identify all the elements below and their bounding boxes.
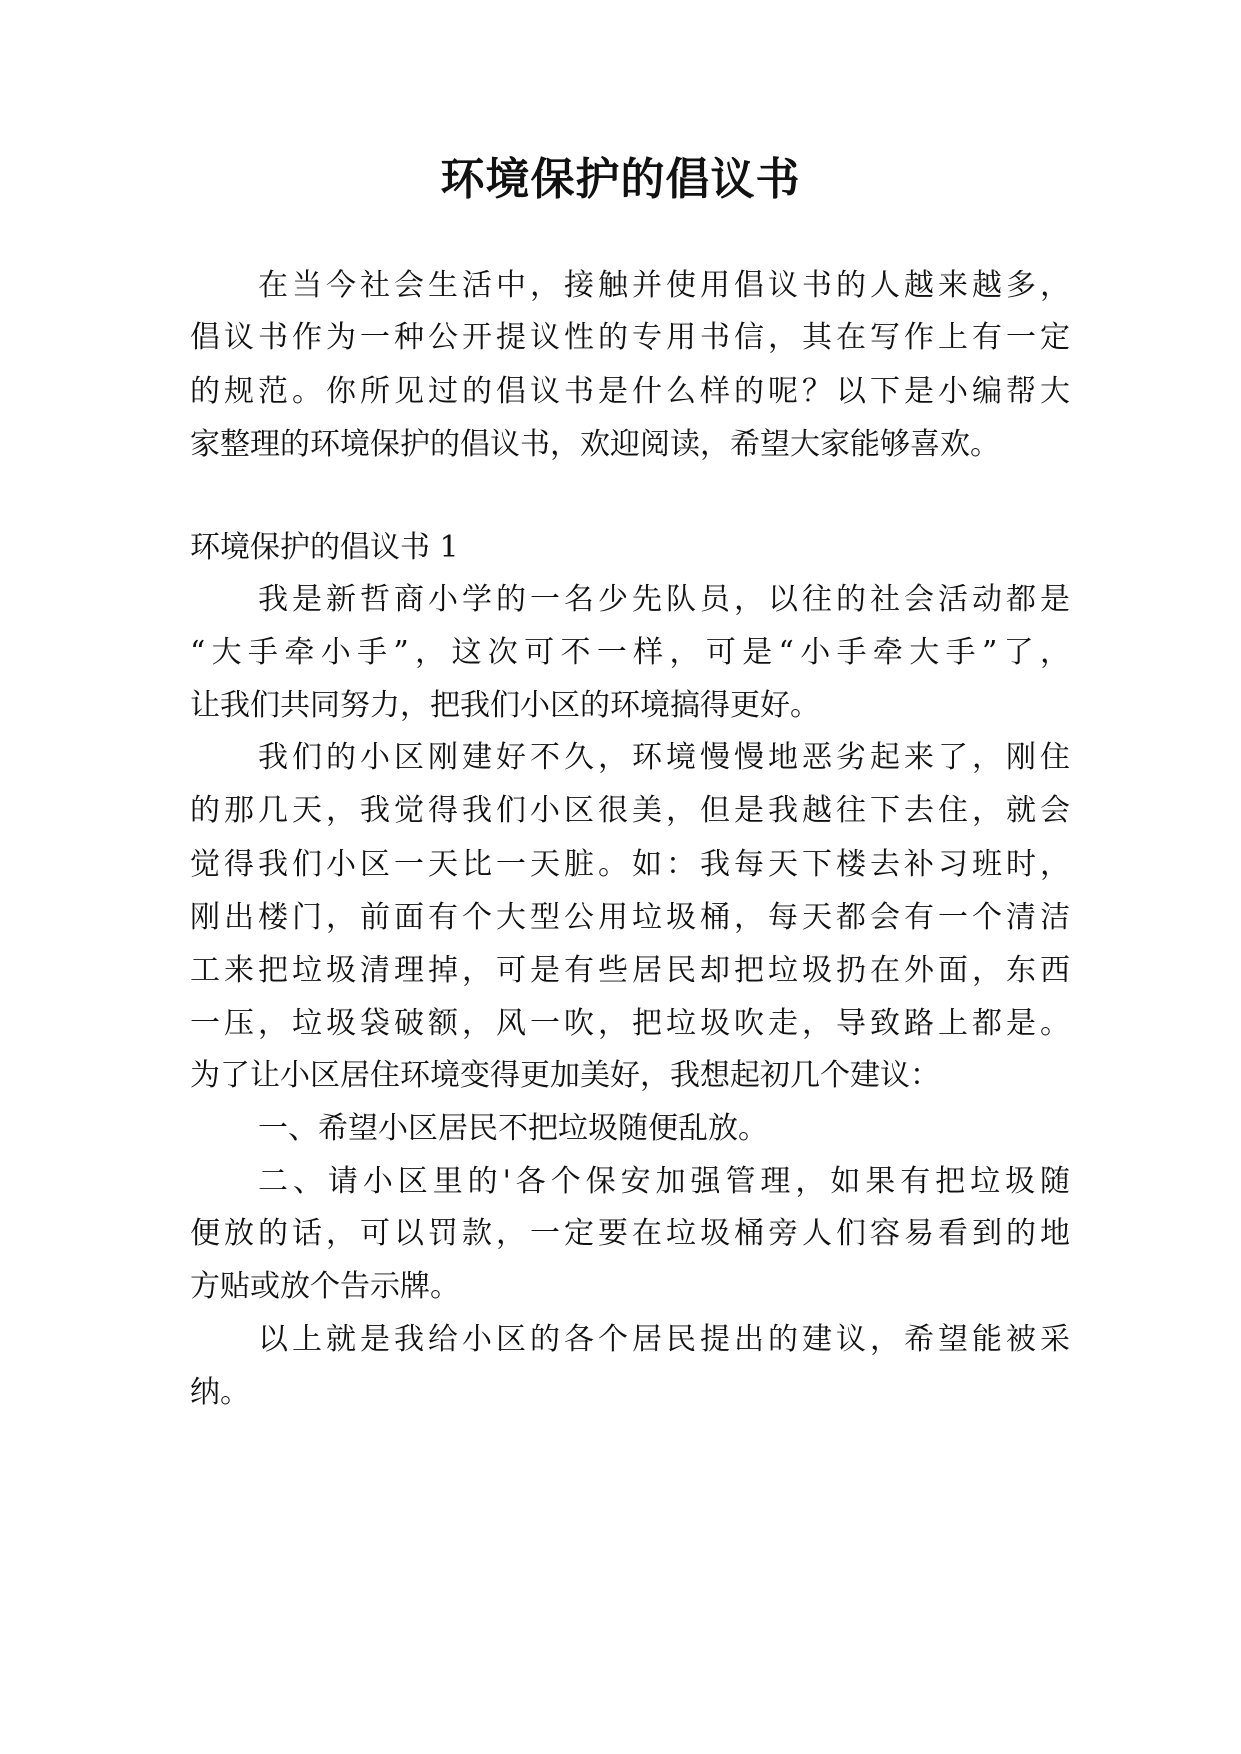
paragraph-line: “大手牵小手”，这次可不一样，可是“小手牵大手”了， (190, 635, 1070, 670)
closing-line: 以上就是我给小区的各个居民提出的建议，希望能被采 (258, 1322, 1070, 1357)
paragraph-line: 刚出楼门，前面有个大型公用垃圾桶，每天都会有一个清洁 (190, 900, 1070, 935)
paragraph-line: 一压，垃圾袋破额，风一吹，把垃圾吹走，导致路上都是。 (190, 1006, 1070, 1041)
closing-line: 纳。 (190, 1375, 250, 1410)
paragraph-line: 觉得我们小区一天比一天脏。如：我每天下楼去补习班时， (190, 847, 1070, 882)
paragraph-line: 我们的小区刚建好不久，环境慢慢地恶劣起来了，刚住 (258, 740, 1070, 775)
intro-line: 家整理的环境保护的倡议书，欢迎阅读，希望大家能够喜欢。 (190, 427, 1000, 462)
paragraph-line: 为了让小区居住环境变得更加美好，我想起初几个建议： (190, 1058, 940, 1093)
suggestion-line: 方贴或放个告示牌。 (190, 1269, 460, 1304)
section-heading: 环境保护的倡议书 1 (190, 530, 459, 565)
suggestion-line: 便放的话，可以罚款，一定要在垃圾桶旁人们容易看到的地 (190, 1216, 1070, 1251)
intro-line: 的规范。你所见过的倡议书是什么样的呢？以下是小编帮大 (190, 374, 1070, 409)
suggestion-line: 二、请小区里的'各个保安加强管理，如果有把垃圾随 (258, 1164, 1070, 1199)
paragraph-line: 工来把垃圾清理掉，可是有些居民却把垃圾扔在外面，东西 (190, 953, 1070, 988)
document-title: 环境保护的倡议书 (440, 154, 801, 205)
intro-line: 在当今社会生活中，接触并使用倡议书的人越来越多， (258, 268, 1070, 303)
suggestion-line: 一、希望小区居民不把垃圾随便乱放。 (258, 1111, 768, 1146)
intro-line: 倡议书作为一种公开提议性的专用书信，其在写作上有一定 (190, 320, 1070, 355)
paragraph-line: 的那几天，我觉得我们小区很美，但是我越往下去住，就会 (190, 793, 1070, 828)
paragraph-line: 让我们共同努力，把我们小区的环境搞得更好。 (190, 688, 820, 723)
paragraph-line: 我是新哲商小学的一名少先队员，以往的社会活动都是 (258, 582, 1070, 617)
